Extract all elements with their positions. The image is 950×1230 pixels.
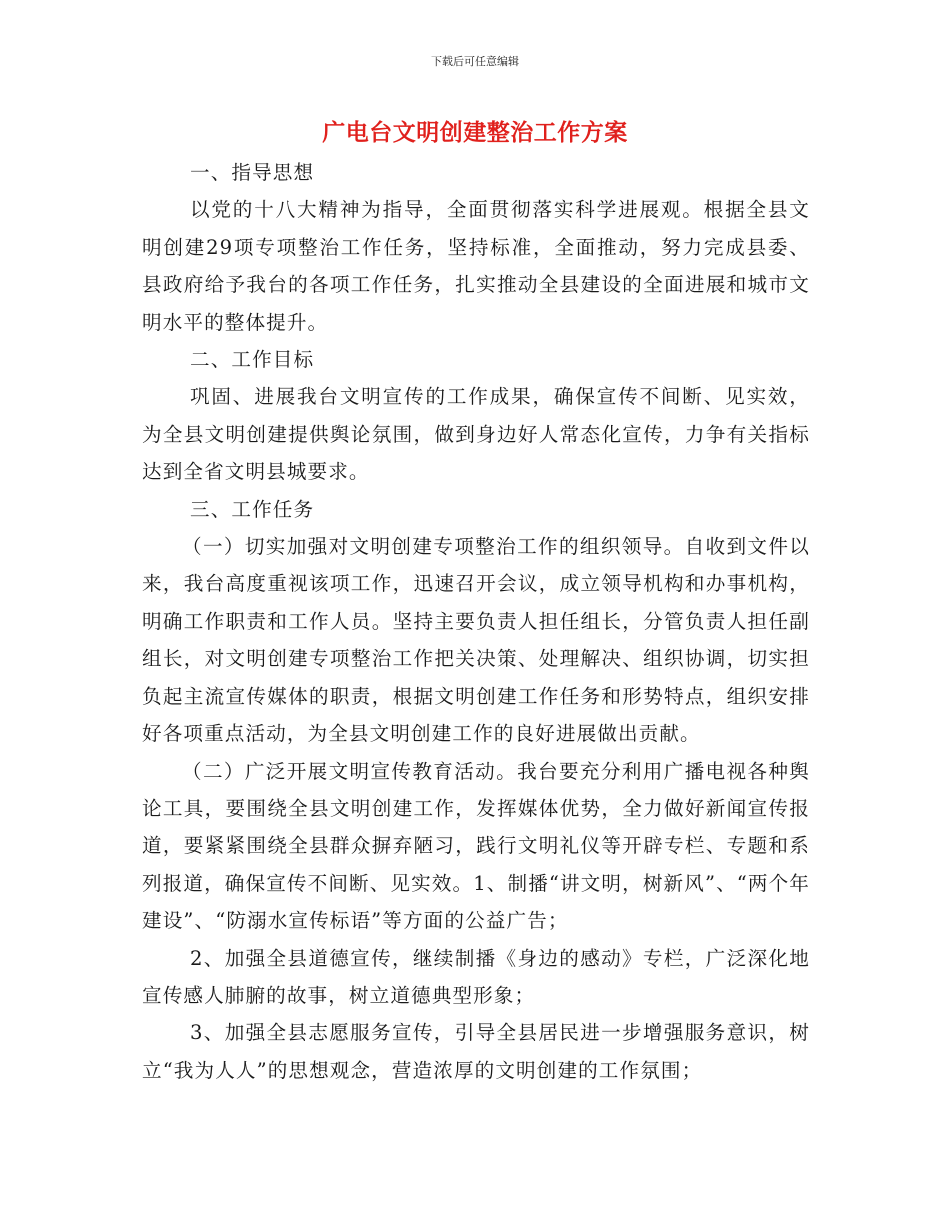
paragraph-work-goals: 巩固、进展我台文明宣传的工作成果，确保宣传不间断、见实效，为全县文明创建提供舆论氛围，做到身边好人常态化宣传，力争有关指标达到全省文明县城要求。 bbox=[142, 385, 810, 484]
paragraph-guiding-thought: 以党的十八大精神为指导，全面贯彻落实科学进展观。根据全县文明创建29项专项整治工作任务，坚持标准，全面推动，努力完成县委、县政府给予我台的各项工作任务，扎实推动全县建设的全面进展和城市文明水平的整体提升。 bbox=[142, 198, 810, 334]
section-heading-work-tasks: 三、工作任务 bbox=[190, 497, 315, 521]
section-heading-guiding-thought: 一、指导思想 bbox=[190, 161, 315, 184]
paragraph-task-publicity: （二）广泛开展文明宣传教育活动。我台要充分利用广播电视各种舆论工具，要围绕全县文明创建工作，发挥媒体优势，全力做好新闻宣传报道，要紧紧围绕全县群众摒弃陋习，践行文明礼仪等开辟专栏、专题和系列报道，确保宣传不间断、见实效。1、制播“讲文明，树新风”、“两个年建设”、“防溺水宣传标语”等方面的公益广告； bbox=[142, 759, 810, 933]
header-note: 下载后可任意编辑 bbox=[431, 55, 519, 68]
paragraph-task-point-3: 3、加强全县志愿服务宣传，引导全县居民进一步增强服务意识，树立“我为人人”的思想观念，营造浓厚的文明创建的工作氛围； bbox=[142, 1021, 810, 1082]
paragraph-task-organization: （一）切实加强对文明创建专项整治工作的组织领导。自收到文件以来，我台高度重视该项工作，迅速召开会议，成立领导机构和办事机构，明确工作职责和工作人员。坚持主要负责人担任组长，分管负责人担任副组长，对文明创建专项整治工作把关决策、处理解决、组织协调，切实担负起主流宣传媒体的职责，根据文明创建工作任务和形势特点，组织安排好各项重点活动，为全县文明创建工作的良好进展做出贡献。 bbox=[142, 535, 810, 746]
document-body bbox=[142, 154, 810, 1089]
document-title: 广电台文明创建整治工作方案 bbox=[322, 120, 628, 146]
section-heading-work-goals: 二、工作目标 bbox=[190, 348, 315, 372]
paragraph-task-point-2: 2、加强全县道德宣传，继续制播《身边的感动》专栏，广泛深化地宣传感人肺腑的故事，树立道德典型形象； bbox=[142, 946, 810, 1007]
